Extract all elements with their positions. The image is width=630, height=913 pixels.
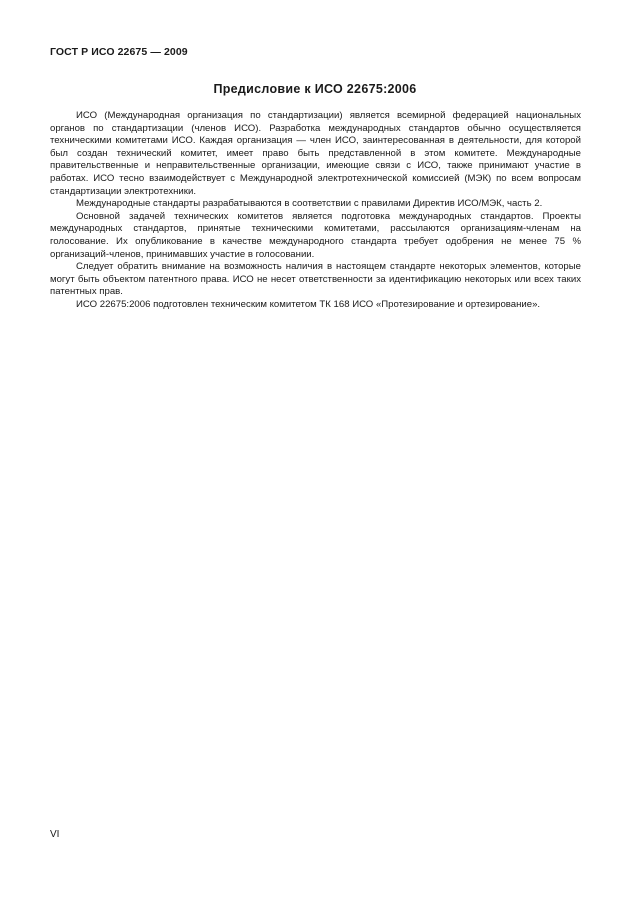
body-text bbox=[50, 110, 581, 312]
paragraph-iso-overview: ИСО (Международная организация по стандартизации) является всемирной федерацией национальных органов по стандартизации (членов ИСО). Разработка международных стандартов обычно осуществляется техническими комитетами ИСО. Каждая организация — член ИСО, заинтересованная в деятельности, для которой был создан технический комитет, имеет право быть представленной в этом комитете. Международные правительственные и неправительственные организации, имеющие связи с ИСО, также принимают участие в работах. ИСО тесно взаимодействует с Международной электротехнической комиссией (МЭК) по всем вопросам стандартизации электротехники. bbox=[50, 110, 581, 197]
paragraph-technical-committees: Основной задачей технических комитетов является подготовка международных стандартов. Проекты международных стандартов, принятые техническими комитетами, рассылаются организациям-членам на голосование. Их опубликование в качестве международного стандарта требует одобрения не менее 75 % организаций-членов, принимавших участие в голосовании. bbox=[50, 210, 581, 260]
running-header-standard-id: ГОСТ Р ИСО 22675 — 2009 bbox=[50, 46, 188, 58]
section-title: Предисловие к ИСО 22675:2006 bbox=[213, 82, 417, 96]
paragraph-prepared-by: ИСО 22675:2006 подготовлен техническим комитетом ТК 168 ИСО «Протезирование и ортезирование». bbox=[76, 298, 541, 310]
paragraph-directives: Международные стандарты разрабатываются в соответствии с правилами Директив ИСО/МЭК, часть 2. bbox=[76, 198, 543, 210]
paragraph-patent-rights: Следует обратить внимание на возможность наличия в настоящем стандарте некоторых элементов, которые могут быть объектом патентного права. ИСО не несет ответственности за идентификацию некоторых или всех таких патентных прав. bbox=[50, 261, 581, 298]
page-number: VI bbox=[50, 829, 60, 840]
